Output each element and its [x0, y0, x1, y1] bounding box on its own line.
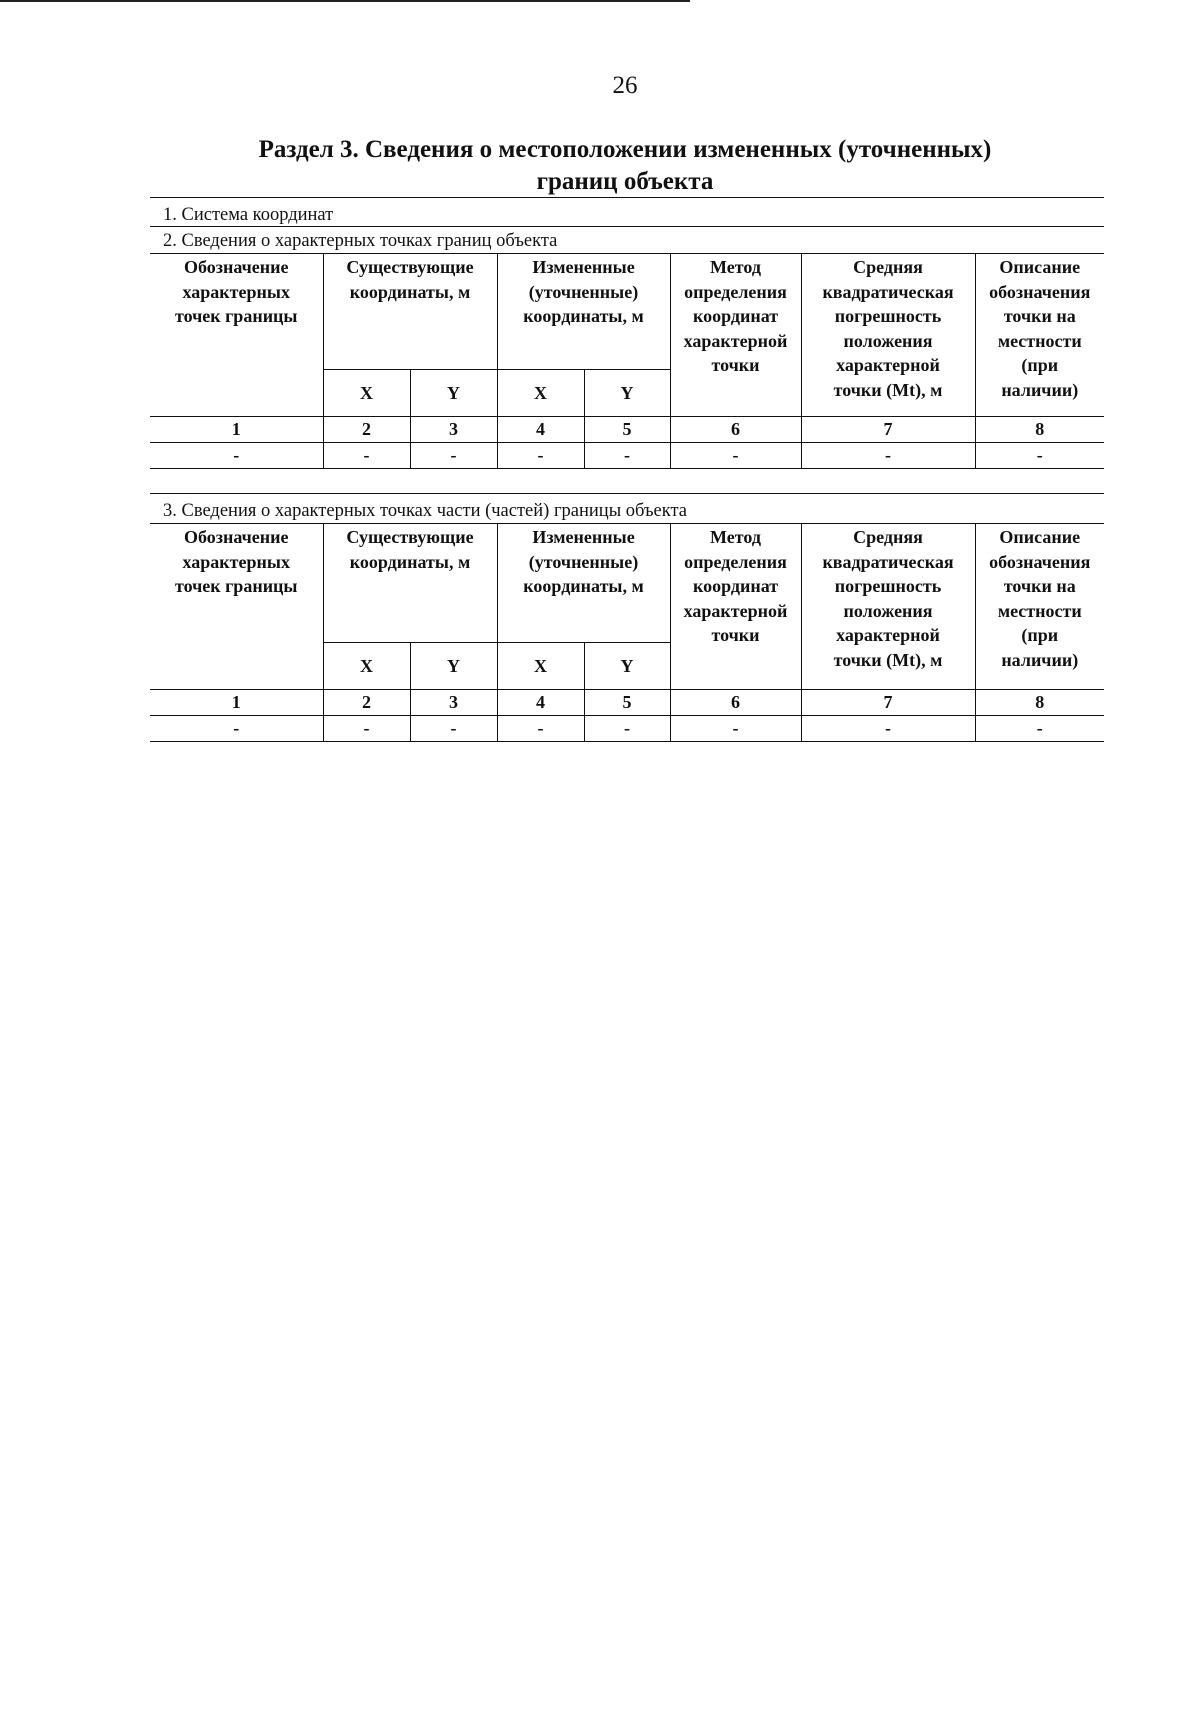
table-cell: -	[801, 716, 975, 742]
table-cell: -	[410, 443, 497, 469]
header-changed-y: Y	[584, 370, 670, 417]
header-existing-y: Y	[410, 370, 497, 417]
table-cell: -	[323, 443, 410, 469]
column-number: 1	[150, 690, 323, 716]
header-mean-square-error: Средняя квадратическая погрешность положения характерной точки (Mt), м	[801, 254, 975, 417]
header-changed-x: X	[497, 643, 584, 690]
table-cell: -	[584, 443, 670, 469]
table-cell: -	[975, 443, 1104, 469]
header-existing-coordinates: Существующие координаты, м	[323, 254, 497, 370]
table-cell: -	[497, 716, 584, 742]
header-existing-x: X	[323, 370, 410, 417]
table-cell: -	[670, 716, 801, 742]
points-table-section-3	[150, 523, 1104, 742]
column-number: 5	[584, 417, 670, 443]
column-numbers-row	[150, 417, 1104, 443]
table-row	[150, 716, 1104, 742]
table-cell: -	[410, 716, 497, 742]
points-table-section-2	[150, 253, 1104, 469]
column-number: 4	[497, 690, 584, 716]
caption-section-3: 3. Сведения о характерных точках части (частей) границы объекта	[163, 501, 688, 521]
table-cell: -	[801, 443, 975, 469]
caption-section-2: 2. Сведения о характерных точках границ объекта	[163, 231, 558, 251]
table-cell: -	[584, 716, 670, 742]
column-number: 8	[975, 417, 1104, 443]
table-cell: -	[670, 443, 801, 469]
column-number: 1	[150, 417, 323, 443]
scan-edge-line	[0, 0, 690, 2]
column-number: 6	[670, 417, 801, 443]
header-existing-x: X	[323, 643, 410, 690]
column-number: 2	[323, 417, 410, 443]
column-number: 3	[410, 417, 497, 443]
column-number: 2	[323, 690, 410, 716]
caption-coordinate-system: 1. Система координат	[163, 205, 334, 225]
header-point-designation: Обозначение характерных точек границы	[150, 254, 323, 417]
header-existing-y: Y	[410, 643, 497, 690]
header-method: Метод определения координат характерной точки	[670, 254, 801, 417]
table-cell: -	[323, 716, 410, 742]
header-point-description: Описание обозначения точки на местности (при наличии)	[975, 254, 1104, 417]
column-number: 7	[801, 690, 975, 716]
column-number: 4	[497, 417, 584, 443]
column-number: 3	[410, 690, 497, 716]
table-cell: -	[975, 716, 1104, 742]
column-number: 7	[801, 417, 975, 443]
header-point-designation: Обозначение характерных точек границы	[150, 524, 323, 690]
column-number: 5	[584, 690, 670, 716]
header-point-description: Описание обозначения точки на местности (при наличии)	[975, 524, 1104, 690]
column-number: 8	[975, 690, 1104, 716]
header-method: Метод определения координат характерной точки	[670, 524, 801, 690]
section-heading	[150, 134, 1100, 198]
table-cell: -	[497, 443, 584, 469]
column-numbers-row	[150, 690, 1104, 716]
page-number: 26	[612, 72, 638, 99]
column-number: 6	[670, 690, 801, 716]
header-changed-y: Y	[584, 643, 670, 690]
rule-coord-bottom	[150, 226, 1104, 227]
heading-line-2: границ объекта	[536, 168, 714, 195]
heading-line-1: Раздел 3. Сведения о местоположении измененных (уточненных)	[258, 136, 992, 163]
table-row	[150, 443, 1104, 469]
header-changed-coordinates: Измененные (уточненные) координаты, м	[497, 254, 670, 370]
table-cell: -	[150, 716, 323, 742]
header-changed-x: X	[497, 370, 584, 417]
rule-top	[150, 197, 1104, 198]
header-existing-coordinates: Существующие координаты, м	[323, 524, 497, 643]
header-mean-square-error: Средняя квадратическая погрешность положения характерной точки (Mt), м	[801, 524, 975, 690]
header-changed-coordinates: Измененные (уточненные) координаты, м	[497, 524, 670, 643]
table-cell: -	[150, 443, 323, 469]
rule-section-3-top	[150, 493, 1104, 494]
